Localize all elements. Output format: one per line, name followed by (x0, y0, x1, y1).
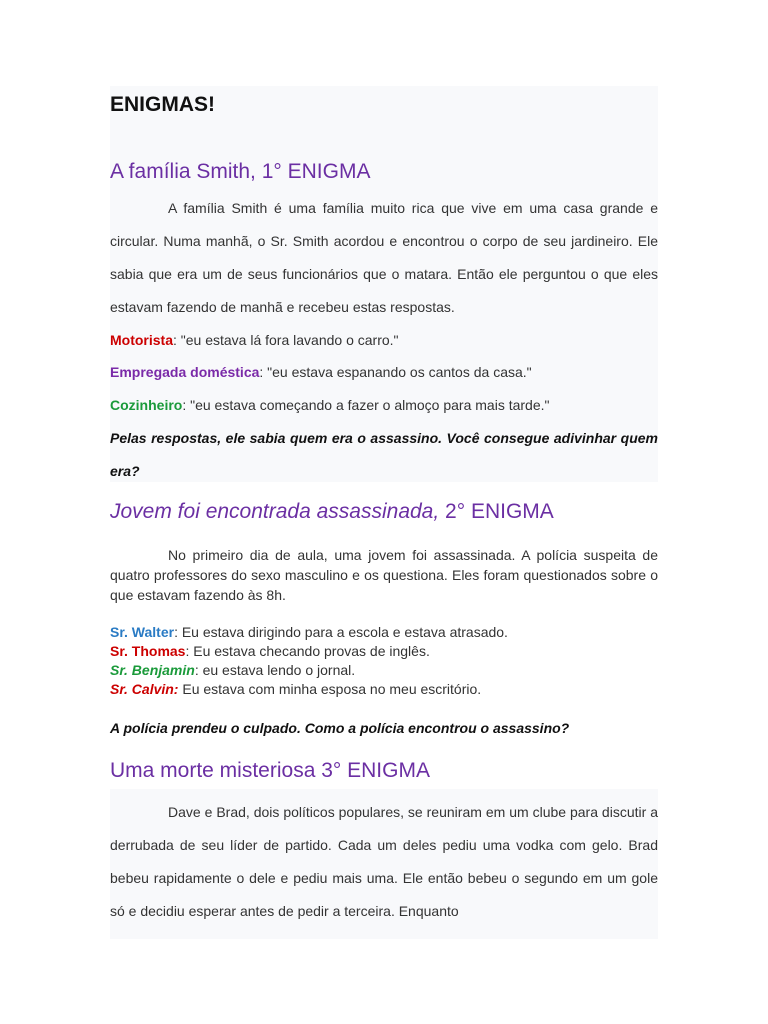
enigma1-paragraph (110, 192, 658, 324)
enigma1-title: A família Smith, 1° ENIGMA (110, 160, 371, 183)
speaker-motorista: Motorista (110, 332, 173, 348)
speaker-calvin: Sr. Calvin: (110, 681, 179, 697)
speaker-cozinheiro: Cozinheiro (110, 397, 183, 413)
enigma2-title-rest: 2° ENIGMA (439, 500, 554, 523)
answer-text: : eu estava lendo o jornal. (194, 662, 356, 678)
enigma1-answer-3 (110, 389, 658, 422)
speaker-benjamin: Sr. Benjamin (110, 662, 195, 678)
enigma2-answer-3 (110, 660, 658, 680)
enigma2-title-italic: Jovem foi encontrada assassinada, (110, 500, 440, 523)
enigma2-answer-2 (110, 641, 658, 661)
speaker-empregada: Empregada doméstica (110, 364, 260, 380)
enigma2-title (110, 500, 658, 524)
answer-text: : "eu estava começando a fazer o almoço para mais tarde." (182, 397, 550, 413)
answer-text: Eu estava com minha esposa no meu escritório. (178, 681, 482, 697)
enigma1-paragraph-text: A família Smith é uma família muito rica que vive em uma casa grande e circular. Numa manhã, o Sr. Smith acordou e encontrou o corpo de seu jardineiro. Ele sabia que era um de seus funcionários que o matara. Então ele perguntou o que eles estavam fazendo de manhã e recebeu estas respostas. (110, 200, 658, 315)
answer-text: : Eu estava dirigindo para a escola e estava atrasado. (174, 624, 508, 640)
answer-text: : "eu estava espanando os cantos da casa." (259, 364, 532, 380)
enigma2-paragraph (110, 545, 658, 605)
enigma3-title: Uma morte misteriosa 3° ENIGMA (110, 759, 430, 782)
enigma1-question: Pelas respostas, ele sabia quem era o assassino. Você consegue adivinhar quem era? (110, 430, 658, 479)
page-title: ENIGMAS! (110, 93, 215, 116)
enigma2-answer-1 (110, 622, 658, 642)
enigma3-paragraph (110, 796, 658, 928)
enigma2-question: A polícia prendeu o culpado. Como a polícia encontrou o assassino? (110, 720, 570, 736)
enigma1-answer-1 (110, 324, 658, 357)
speaker-walter: Sr. Walter (110, 624, 175, 640)
enigma2-paragraph-text: No primeiro dia de aula, uma jovem foi assassinada. A polícia suspeita de quatro professores do sexo masculino e os questiona. Eles foram questionados sobre o que estavam fazendo às 8h. (110, 547, 658, 603)
speaker-thomas: Sr. Thomas (110, 643, 186, 659)
answer-text: : "eu estava lá fora lavando o carro." (173, 332, 399, 348)
enigma3-paragraph-text: Dave e Brad, dois políticos populares, se reuniram em um clube para discutir a derrubada de seu líder de partido. Cada um deles pediu uma vodka com gelo. Brad bebeu rapidamente o dele e pediu mais uma. Ele então bebeu o segundo em um gole só e decidiu esperar antes de pedir a terceira. Enquanto (110, 804, 658, 919)
enigma2-answer-4 (110, 679, 658, 699)
answer-text: : Eu estava checando provas de inglês. (185, 643, 430, 659)
enigma1-answer-2 (110, 356, 658, 389)
